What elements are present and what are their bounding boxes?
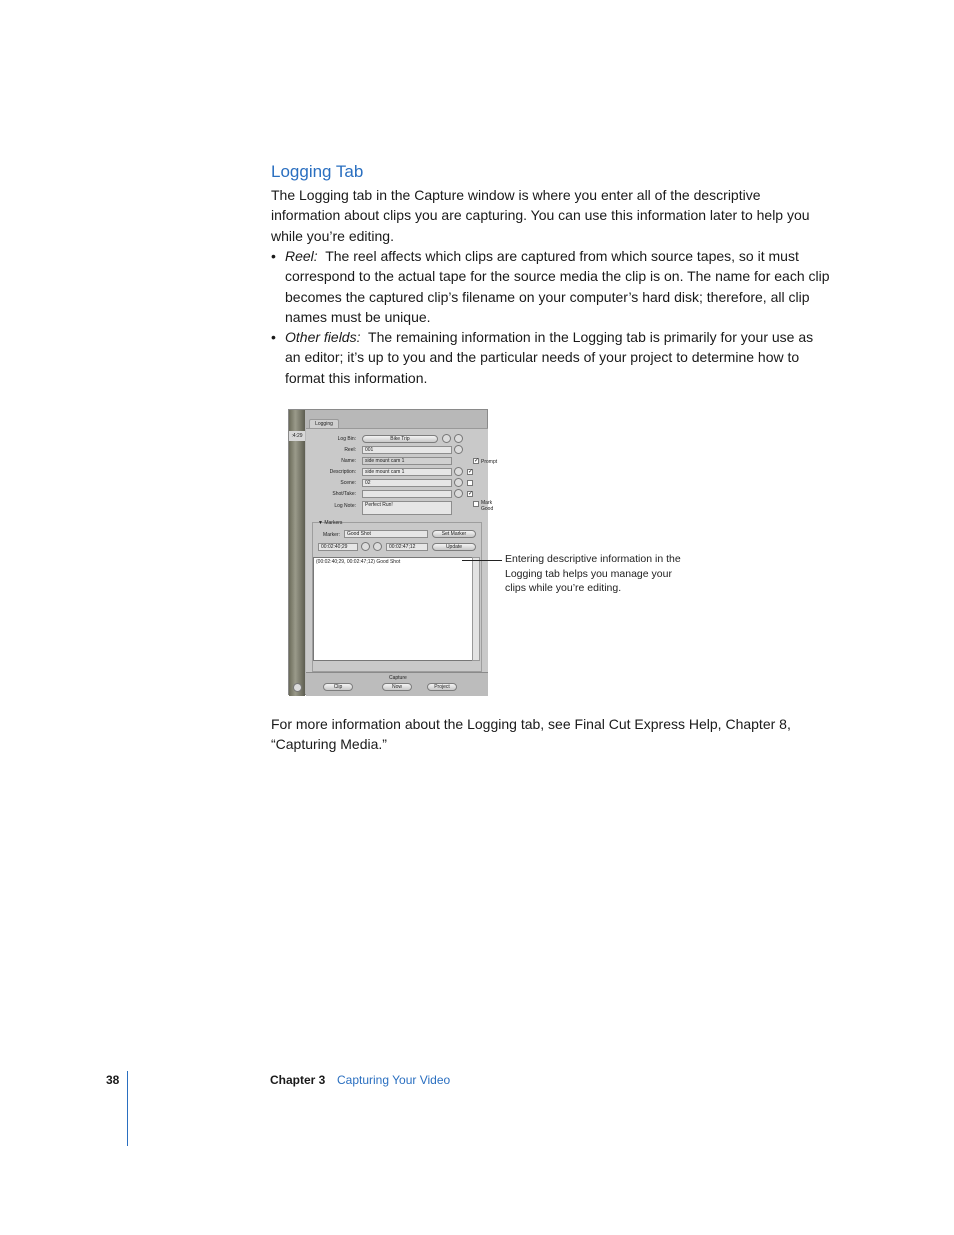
bullet-dot: • (271, 248, 276, 264)
description-field[interactable]: side mount cam 1 (362, 468, 452, 476)
folder-icon[interactable] (454, 434, 463, 443)
name-label: Name: (341, 458, 356, 464)
bullet-reel (271, 246, 831, 327)
bullet-dot: • (271, 329, 276, 345)
scene-checkbox[interactable] (467, 480, 473, 486)
shot-take-slate-icon[interactable] (454, 489, 463, 498)
scene-label: Scene: (340, 480, 356, 486)
intro-paragraph: The Logging tab in the Capture window is where you enter all of the descriptive information about clips you are capturing. You can use this information later to help you while you’re editing. (271, 187, 810, 244)
bullet-text: The remaining information in the Logging tab is primarily for your use as an editor; it’s up to you and the particular needs of your project to determine how to format this information. (285, 329, 814, 386)
close-icon[interactable] (293, 683, 302, 692)
footer-chapter-title: Capturing Your Video (337, 1073, 451, 1087)
set-marker-button[interactable]: Set Marker (432, 530, 476, 538)
mark-good-label: Mark Good (481, 500, 494, 512)
markers-disclosure[interactable]: ▼ Markers (318, 520, 343, 526)
footer-chapter: Chapter 3 (270, 1073, 326, 1087)
scene-slate-icon[interactable] (454, 478, 463, 487)
bullet-text: The reel affects which clips are captured from which source tapes, so it must correspond to the actual tape for the source media the clip is on. The name for each clip becomes the captured clip’s filename on your computer’s hard disk; therefore, all clip names must be unique. (285, 248, 830, 325)
description-slate-icon[interactable] (454, 467, 463, 476)
reel-slate-icon[interactable] (454, 445, 463, 454)
log-bin-button[interactable]: Bike Trip (362, 435, 438, 443)
callout-text: Entering descriptive information in the Logging tab helps you manage your clips while you’re editing. (505, 553, 681, 594)
capture-label: Capture (389, 675, 407, 681)
mark-out-icon[interactable] (373, 542, 382, 551)
reel-field[interactable]: 001 (362, 446, 452, 454)
marker-list[interactable] (313, 557, 473, 661)
mark-good-checkbox[interactable] (473, 501, 479, 507)
marker-label: Marker: (323, 532, 340, 538)
scene-field[interactable]: 02 (362, 479, 452, 487)
timecode-fragment: :4:29 (289, 431, 305, 441)
markers-label: Markers (324, 520, 343, 526)
log-bin-label: Log Bin: (337, 436, 356, 442)
shot-take-label: Shot/Take: (332, 491, 356, 497)
reel-label: Reel: (344, 447, 356, 453)
callout-leader-line (462, 560, 502, 561)
log-note-field[interactable]: Perfect Run! (362, 501, 452, 515)
marker-list-scrollbar[interactable] (472, 557, 480, 661)
logging-pane (306, 428, 498, 672)
capture-bar (306, 672, 488, 696)
new-bin-icon[interactable] (442, 434, 451, 443)
closing-paragraph: For more information about the Logging tab, see Final Cut Express Help, Chapter 8, “Capturing Media.” (271, 716, 791, 753)
prompt-label: Prompt (481, 459, 498, 465)
logging-tab-screenshot (288, 409, 498, 695)
mark-in-icon[interactable] (361, 542, 370, 551)
out-timecode-field[interactable]: 00:02:47;12 (386, 543, 428, 551)
bullet-other-fields (271, 327, 831, 388)
bullet-label: Reel: (285, 248, 318, 264)
marker-field[interactable]: Good Shot (344, 530, 428, 538)
tab-logging[interactable]: Logging (309, 419, 339, 429)
marker-list-item[interactable]: (00:02:40;29, 00:02:47;12) Good Shot (316, 559, 401, 565)
capture-clip-button[interactable]: Clip (323, 683, 353, 691)
bullet-label: Other fields: (285, 329, 361, 345)
in-timecode-field[interactable]: 00:02:40;29 (318, 543, 358, 551)
update-button[interactable]: Update (432, 543, 476, 551)
section-heading: Logging Tab (271, 162, 364, 181)
page-number: 38 (106, 1073, 120, 1087)
shot-take-checkbox[interactable]: ✓ (468, 491, 474, 497)
log-note-label: Log Note: (334, 503, 356, 509)
description-checkbox[interactable]: ✓ (468, 469, 474, 475)
capture-project-button[interactable]: Project (427, 683, 457, 691)
capture-now-button[interactable]: Now (382, 683, 412, 691)
video-preview-strip (289, 410, 305, 696)
description-label: Description: (329, 469, 356, 475)
shot-take-field[interactable] (362, 490, 452, 498)
prompt-checkbox[interactable]: ✓ (474, 458, 480, 464)
footer-rule (127, 1071, 128, 1146)
name-field[interactable]: side mount cam 1 (362, 457, 452, 465)
